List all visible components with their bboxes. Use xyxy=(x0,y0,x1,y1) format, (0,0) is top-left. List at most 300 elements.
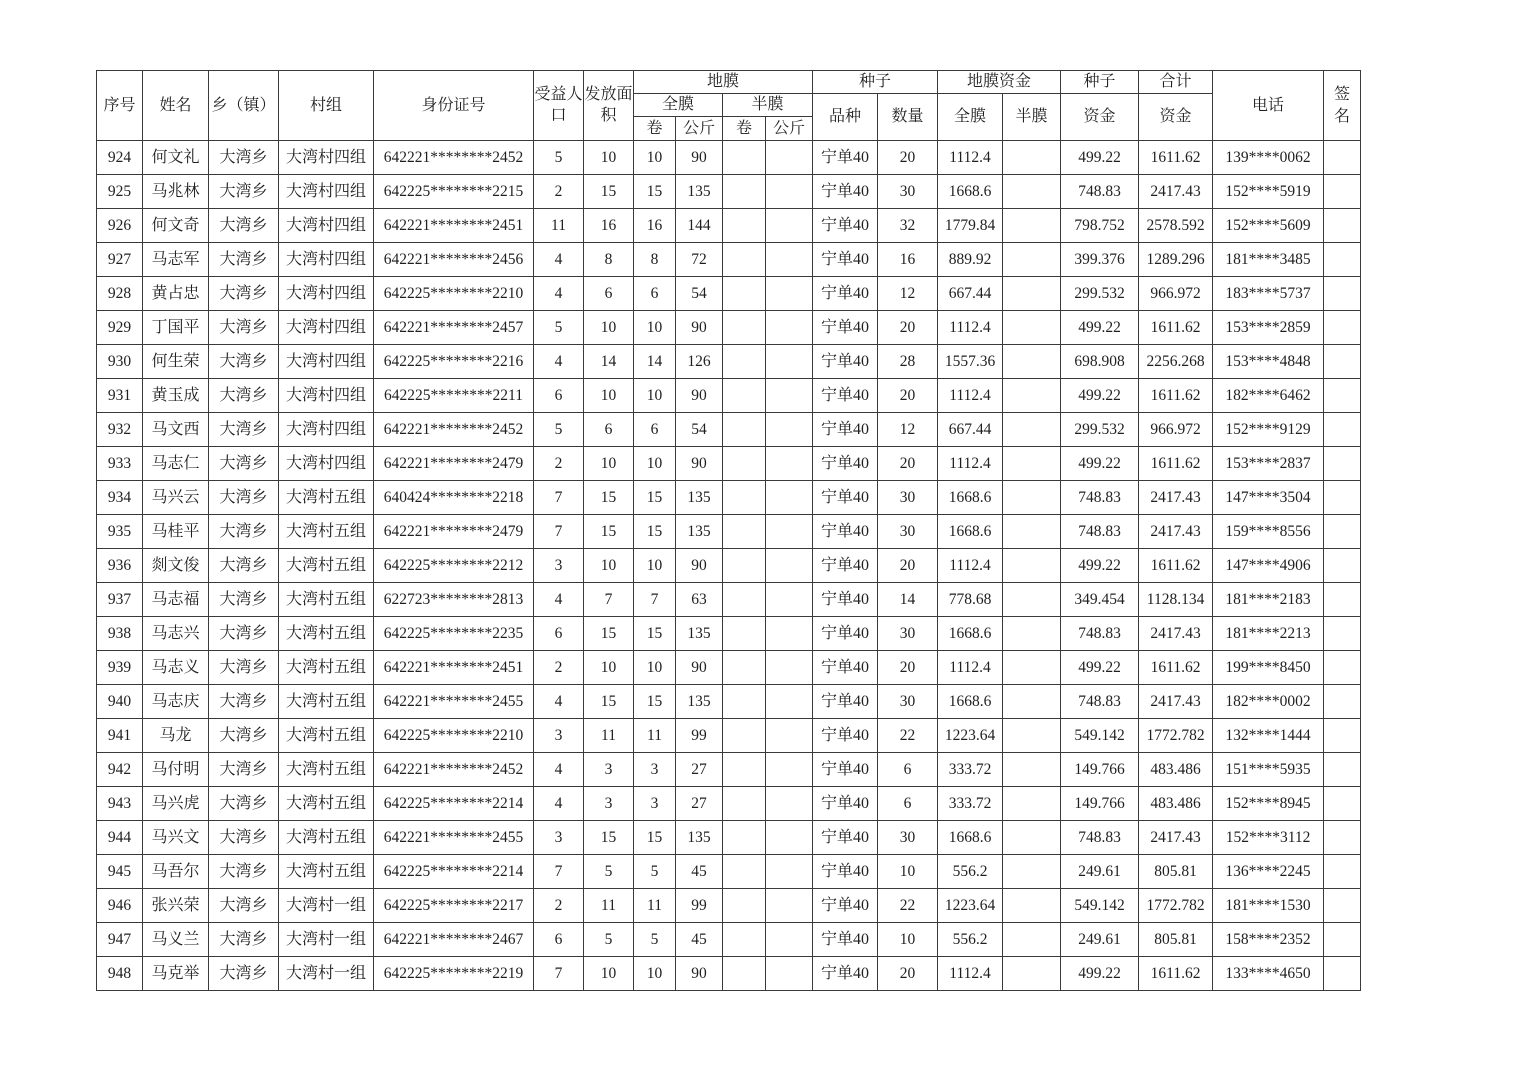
cell-fund-seed: 549.142 xyxy=(1061,719,1139,753)
cell-name: 马志兴 xyxy=(143,617,209,651)
cell-signature xyxy=(1324,141,1361,175)
table-header xyxy=(97,71,1361,141)
cell-phone: 152****9129 xyxy=(1213,413,1324,447)
cell-fund-full-film: 556.2 xyxy=(938,923,1003,957)
cell-fund-half-film xyxy=(1003,379,1061,413)
cell-village: 大湾村五组 xyxy=(279,821,374,855)
cell-id-number: 642221********2479 xyxy=(374,515,534,549)
subsidy-distribution-table xyxy=(96,70,1361,991)
table-row xyxy=(97,175,1361,209)
cell-half-film-rolls xyxy=(723,277,766,311)
cell-half-film-kg xyxy=(766,821,813,855)
cell-fund-half-film xyxy=(1003,209,1061,243)
cell-township: 大湾乡 xyxy=(209,243,279,277)
cell-village: 大湾村五组 xyxy=(279,753,374,787)
cell-township: 大湾乡 xyxy=(209,481,279,515)
cell-fund-half-film xyxy=(1003,277,1061,311)
cell-fund-half-film xyxy=(1003,787,1061,821)
cell-full-film-kg: 63 xyxy=(676,583,723,617)
cell-name: 黄玉成 xyxy=(143,379,209,413)
cell-half-film-kg xyxy=(766,651,813,685)
cell-seed-variety: 宁单40 xyxy=(813,889,878,923)
cell-id-number: 642221********2452 xyxy=(374,141,534,175)
cell-id-number: 642225********2216 xyxy=(374,345,534,379)
cell-name: 马兴虎 xyxy=(143,787,209,821)
cell-id-number: 642221********2467 xyxy=(374,923,534,957)
col-header-township: 乡（镇） xyxy=(209,71,279,141)
col-header-seed-fund-top: 种子 xyxy=(1061,71,1139,94)
cell-phone: 181****1530 xyxy=(1213,889,1324,923)
col-header-full-film-kg: 公斤 xyxy=(676,117,723,141)
col-header-phone: 电话 xyxy=(1213,71,1324,141)
cell-id-number: 642225********2235 xyxy=(374,617,534,651)
cell-seed-variety: 宁单40 xyxy=(813,175,878,209)
cell-full-film-rolls: 10 xyxy=(634,957,676,991)
table-row xyxy=(97,617,1361,651)
cell-full-film-rolls: 3 xyxy=(634,787,676,821)
cell-fund-seed: 499.22 xyxy=(1061,957,1139,991)
cell-no: 942 xyxy=(97,753,143,787)
cell-area: 15 xyxy=(584,821,634,855)
table-row xyxy=(97,447,1361,481)
cell-beneficiaries: 4 xyxy=(534,583,584,617)
cell-village: 大湾村四组 xyxy=(279,209,374,243)
cell-name: 马付明 xyxy=(143,753,209,787)
col-header-distribution-area: 发放面积 xyxy=(584,71,634,141)
cell-half-film-kg xyxy=(766,583,813,617)
cell-seed-quantity: 30 xyxy=(878,515,938,549)
cell-full-film-kg: 54 xyxy=(676,277,723,311)
table-row xyxy=(97,243,1361,277)
cell-no: 926 xyxy=(97,209,143,243)
cell-beneficiaries: 7 xyxy=(534,855,584,889)
cell-full-film-kg: 54 xyxy=(676,413,723,447)
col-header-half-film: 半膜 xyxy=(723,94,813,117)
cell-signature xyxy=(1324,855,1361,889)
cell-village: 大湾村四组 xyxy=(279,447,374,481)
cell-seed-quantity: 14 xyxy=(878,583,938,617)
cell-signature xyxy=(1324,447,1361,481)
cell-fund-seed: 698.908 xyxy=(1061,345,1139,379)
cell-seed-variety: 宁单40 xyxy=(813,481,878,515)
cell-fund-full-film: 1112.4 xyxy=(938,141,1003,175)
cell-no: 929 xyxy=(97,311,143,345)
table-row xyxy=(97,719,1361,753)
cell-phone: 151****5935 xyxy=(1213,753,1324,787)
cell-phone: 152****8945 xyxy=(1213,787,1324,821)
cell-signature xyxy=(1324,311,1361,345)
cell-fund-half-film xyxy=(1003,549,1061,583)
cell-half-film-rolls xyxy=(723,651,766,685)
cell-full-film-rolls: 10 xyxy=(634,651,676,685)
cell-full-film-rolls: 15 xyxy=(634,481,676,515)
cell-township: 大湾乡 xyxy=(209,175,279,209)
cell-phone: 181****3485 xyxy=(1213,243,1324,277)
cell-township: 大湾乡 xyxy=(209,379,279,413)
cell-seed-variety: 宁单40 xyxy=(813,379,878,413)
cell-township: 大湾乡 xyxy=(209,209,279,243)
cell-no: 938 xyxy=(97,617,143,651)
col-header-film-fund-group: 地膜资金 xyxy=(938,71,1061,94)
cell-id-number: 642221********2452 xyxy=(374,753,534,787)
cell-fund-full-film: 1779.84 xyxy=(938,209,1003,243)
cell-township: 大湾乡 xyxy=(209,447,279,481)
cell-fund-seed: 149.766 xyxy=(1061,787,1139,821)
cell-township: 大湾乡 xyxy=(209,821,279,855)
cell-phone: 182****0002 xyxy=(1213,685,1324,719)
cell-fund-half-film xyxy=(1003,923,1061,957)
cell-full-film-rolls: 10 xyxy=(634,447,676,481)
cell-seed-variety: 宁单40 xyxy=(813,957,878,991)
cell-area: 7 xyxy=(584,583,634,617)
cell-fund-half-film xyxy=(1003,481,1061,515)
col-header-plastic-film-group: 地膜 xyxy=(634,71,813,94)
cell-fund-seed: 299.532 xyxy=(1061,277,1139,311)
cell-no: 946 xyxy=(97,889,143,923)
cell-seed-quantity: 20 xyxy=(878,447,938,481)
cell-township: 大湾乡 xyxy=(209,889,279,923)
cell-village: 大湾村五组 xyxy=(279,549,374,583)
table-row xyxy=(97,379,1361,413)
cell-seed-variety: 宁单40 xyxy=(813,821,878,855)
cell-full-film-kg: 126 xyxy=(676,345,723,379)
col-header-seed-variety: 品种 xyxy=(813,94,878,141)
cell-seed-variety: 宁单40 xyxy=(813,583,878,617)
cell-name: 马克举 xyxy=(143,957,209,991)
cell-village: 大湾村四组 xyxy=(279,141,374,175)
cell-village: 大湾村四组 xyxy=(279,379,374,413)
cell-phone: 199****8450 xyxy=(1213,651,1324,685)
cell-village: 大湾村四组 xyxy=(279,311,374,345)
cell-full-film-kg: 90 xyxy=(676,379,723,413)
cell-seed-quantity: 30 xyxy=(878,617,938,651)
cell-full-film-rolls: 11 xyxy=(634,719,676,753)
cell-fund-seed: 249.61 xyxy=(1061,855,1139,889)
cell-fund-total: 1289.296 xyxy=(1139,243,1213,277)
cell-phone: 147****3504 xyxy=(1213,481,1324,515)
cell-seed-variety: 宁单40 xyxy=(813,923,878,957)
cell-village: 大湾村五组 xyxy=(279,719,374,753)
cell-fund-full-film: 1668.6 xyxy=(938,821,1003,855)
cell-phone: 153****2837 xyxy=(1213,447,1324,481)
cell-id-number: 642225********2210 xyxy=(374,719,534,753)
cell-area: 11 xyxy=(584,719,634,753)
cell-seed-variety: 宁单40 xyxy=(813,685,878,719)
col-header-seed-quantity: 数量 xyxy=(878,94,938,141)
cell-signature xyxy=(1324,345,1361,379)
cell-fund-total: 805.81 xyxy=(1139,855,1213,889)
cell-no: 948 xyxy=(97,957,143,991)
cell-fund-total: 483.486 xyxy=(1139,787,1213,821)
cell-seed-variety: 宁单40 xyxy=(813,141,878,175)
cell-id-number: 642225********2214 xyxy=(374,787,534,821)
cell-no: 945 xyxy=(97,855,143,889)
cell-name: 马志军 xyxy=(143,243,209,277)
cell-full-film-rolls: 10 xyxy=(634,379,676,413)
cell-signature xyxy=(1324,753,1361,787)
cell-half-film-kg xyxy=(766,311,813,345)
cell-fund-half-film xyxy=(1003,821,1061,855)
cell-full-film-rolls: 11 xyxy=(634,889,676,923)
cell-area: 10 xyxy=(584,651,634,685)
cell-fund-half-film xyxy=(1003,583,1061,617)
cell-fund-half-film xyxy=(1003,651,1061,685)
cell-phone: 159****8556 xyxy=(1213,515,1324,549)
table-row xyxy=(97,889,1361,923)
cell-beneficiaries: 3 xyxy=(534,719,584,753)
cell-beneficiaries: 11 xyxy=(534,209,584,243)
cell-township: 大湾乡 xyxy=(209,651,279,685)
cell-name: 何文礼 xyxy=(143,141,209,175)
cell-village: 大湾村四组 xyxy=(279,413,374,447)
cell-signature xyxy=(1324,243,1361,277)
cell-beneficiaries: 5 xyxy=(534,413,584,447)
cell-no: 943 xyxy=(97,787,143,821)
cell-fund-total: 2417.43 xyxy=(1139,685,1213,719)
cell-full-film-rolls: 3 xyxy=(634,753,676,787)
cell-fund-half-film xyxy=(1003,685,1061,719)
cell-half-film-rolls xyxy=(723,787,766,821)
cell-half-film-kg xyxy=(766,209,813,243)
col-header-id-number: 身份证号 xyxy=(374,71,534,141)
cell-name: 剡文俊 xyxy=(143,549,209,583)
cell-full-film-rolls: 5 xyxy=(634,855,676,889)
cell-full-film-kg: 27 xyxy=(676,753,723,787)
cell-half-film-rolls xyxy=(723,923,766,957)
cell-full-film-kg: 90 xyxy=(676,141,723,175)
cell-seed-quantity: 30 xyxy=(878,685,938,719)
cell-seed-quantity: 20 xyxy=(878,549,938,583)
cell-fund-full-film: 1112.4 xyxy=(938,651,1003,685)
cell-half-film-kg xyxy=(766,481,813,515)
cell-id-number: 642221********2456 xyxy=(374,243,534,277)
cell-village: 大湾村一组 xyxy=(279,957,374,991)
cell-full-film-kg: 99 xyxy=(676,889,723,923)
cell-signature xyxy=(1324,481,1361,515)
cell-fund-total: 1611.62 xyxy=(1139,379,1213,413)
cell-no: 933 xyxy=(97,447,143,481)
cell-id-number: 642221********2452 xyxy=(374,413,534,447)
cell-fund-full-film: 1668.6 xyxy=(938,175,1003,209)
cell-half-film-kg xyxy=(766,719,813,753)
cell-fund-seed: 798.752 xyxy=(1061,209,1139,243)
cell-fund-half-film xyxy=(1003,753,1061,787)
cell-half-film-rolls xyxy=(723,413,766,447)
cell-full-film-rolls: 5 xyxy=(634,923,676,957)
cell-village: 大湾村四组 xyxy=(279,243,374,277)
cell-beneficiaries: 6 xyxy=(534,617,584,651)
cell-fund-half-film xyxy=(1003,345,1061,379)
cell-full-film-kg: 45 xyxy=(676,923,723,957)
cell-signature xyxy=(1324,923,1361,957)
cell-no: 941 xyxy=(97,719,143,753)
col-header-full-film: 全膜 xyxy=(634,94,723,117)
cell-half-film-rolls xyxy=(723,481,766,515)
cell-fund-total: 966.972 xyxy=(1139,413,1213,447)
cell-village: 大湾村四组 xyxy=(279,175,374,209)
cell-full-film-rolls: 10 xyxy=(634,549,676,583)
cell-area: 10 xyxy=(584,311,634,345)
cell-area: 16 xyxy=(584,209,634,243)
cell-full-film-rolls: 10 xyxy=(634,311,676,345)
col-header-serial-no: 序号 xyxy=(97,71,143,141)
cell-full-film-kg: 90 xyxy=(676,651,723,685)
cell-no: 944 xyxy=(97,821,143,855)
cell-fund-seed: 499.22 xyxy=(1061,549,1139,583)
cell-no: 930 xyxy=(97,345,143,379)
cell-full-film-kg: 135 xyxy=(676,821,723,855)
cell-area: 3 xyxy=(584,753,634,787)
cell-id-number: 642225********2217 xyxy=(374,889,534,923)
cell-village: 大湾村一组 xyxy=(279,889,374,923)
cell-seed-variety: 宁单40 xyxy=(813,277,878,311)
cell-phone: 181****2213 xyxy=(1213,617,1324,651)
cell-phone: 132****1444 xyxy=(1213,719,1324,753)
cell-village: 大湾村五组 xyxy=(279,481,374,515)
cell-township: 大湾乡 xyxy=(209,753,279,787)
cell-seed-quantity: 30 xyxy=(878,175,938,209)
col-header-half-film-rolls: 卷 xyxy=(723,117,766,141)
cell-half-film-kg xyxy=(766,345,813,379)
cell-fund-full-film: 1557.36 xyxy=(938,345,1003,379)
cell-fund-seed: 499.22 xyxy=(1061,651,1139,685)
cell-signature xyxy=(1324,209,1361,243)
cell-seed-variety: 宁单40 xyxy=(813,413,878,447)
cell-half-film-rolls xyxy=(723,685,766,719)
cell-id-number: 642225********2214 xyxy=(374,855,534,889)
cell-beneficiaries: 4 xyxy=(534,243,584,277)
cell-fund-full-film: 889.92 xyxy=(938,243,1003,277)
cell-phone: 153****4848 xyxy=(1213,345,1324,379)
table-row xyxy=(97,957,1361,991)
cell-half-film-rolls xyxy=(723,957,766,991)
table-row xyxy=(97,311,1361,345)
cell-phone: 152****3112 xyxy=(1213,821,1324,855)
cell-village: 大湾村一组 xyxy=(279,923,374,957)
cell-fund-full-film: 778.68 xyxy=(938,583,1003,617)
cell-fund-full-film: 1668.6 xyxy=(938,481,1003,515)
cell-half-film-kg xyxy=(766,685,813,719)
cell-seed-quantity: 20 xyxy=(878,311,938,345)
cell-fund-half-film xyxy=(1003,889,1061,923)
cell-id-number: 642221********2455 xyxy=(374,685,534,719)
table-body xyxy=(97,141,1361,991)
cell-fund-seed: 499.22 xyxy=(1061,379,1139,413)
cell-no: 939 xyxy=(97,651,143,685)
cell-fund-total: 483.486 xyxy=(1139,753,1213,787)
table-row xyxy=(97,277,1361,311)
cell-no: 925 xyxy=(97,175,143,209)
cell-no: 932 xyxy=(97,413,143,447)
col-header-full-film-rolls: 卷 xyxy=(634,117,676,141)
cell-fund-full-film: 1668.6 xyxy=(938,617,1003,651)
cell-fund-seed: 349.454 xyxy=(1061,583,1139,617)
cell-id-number: 642221********2451 xyxy=(374,651,534,685)
table-row xyxy=(97,821,1361,855)
cell-township: 大湾乡 xyxy=(209,923,279,957)
cell-fund-full-film: 1668.6 xyxy=(938,685,1003,719)
cell-full-film-kg: 90 xyxy=(676,447,723,481)
cell-seed-quantity: 16 xyxy=(878,243,938,277)
cell-seed-quantity: 30 xyxy=(878,821,938,855)
cell-full-film-rolls: 15 xyxy=(634,515,676,549)
cell-township: 大湾乡 xyxy=(209,583,279,617)
cell-beneficiaries: 6 xyxy=(534,379,584,413)
cell-beneficiaries: 7 xyxy=(534,515,584,549)
cell-full-film-kg: 135 xyxy=(676,175,723,209)
cell-signature xyxy=(1324,515,1361,549)
cell-half-film-kg xyxy=(766,855,813,889)
cell-name: 马志福 xyxy=(143,583,209,617)
cell-signature xyxy=(1324,685,1361,719)
cell-no: 937 xyxy=(97,583,143,617)
cell-township: 大湾乡 xyxy=(209,345,279,379)
table-row xyxy=(97,583,1361,617)
cell-full-film-rolls: 16 xyxy=(634,209,676,243)
cell-name: 丁国平 xyxy=(143,311,209,345)
cell-fund-full-film: 1112.4 xyxy=(938,447,1003,481)
cell-beneficiaries: 5 xyxy=(534,311,584,345)
cell-name: 张兴荣 xyxy=(143,889,209,923)
table-row xyxy=(97,549,1361,583)
cell-fund-seed: 249.61 xyxy=(1061,923,1139,957)
cell-signature xyxy=(1324,651,1361,685)
cell-full-film-rolls: 14 xyxy=(634,345,676,379)
cell-name: 马志庆 xyxy=(143,685,209,719)
cell-beneficiaries: 7 xyxy=(534,481,584,515)
cell-fund-seed: 299.532 xyxy=(1061,413,1139,447)
cell-fund-total: 1611.62 xyxy=(1139,957,1213,991)
cell-beneficiaries: 2 xyxy=(534,175,584,209)
cell-township: 大湾乡 xyxy=(209,277,279,311)
cell-full-film-kg: 135 xyxy=(676,481,723,515)
cell-fund-total: 2417.43 xyxy=(1139,617,1213,651)
table-row xyxy=(97,515,1361,549)
cell-signature xyxy=(1324,379,1361,413)
cell-half-film-rolls xyxy=(723,447,766,481)
cell-full-film-rolls: 15 xyxy=(634,821,676,855)
cell-beneficiaries: 2 xyxy=(534,889,584,923)
table-row xyxy=(97,481,1361,515)
cell-phone: 136****2245 xyxy=(1213,855,1324,889)
col-header-beneficiary-population: 受益人口 xyxy=(534,71,584,141)
cell-seed-quantity: 22 xyxy=(878,889,938,923)
col-header-fund-full-film: 全膜 xyxy=(938,94,1003,141)
table-row xyxy=(97,685,1361,719)
cell-area: 15 xyxy=(584,515,634,549)
cell-half-film-rolls xyxy=(723,855,766,889)
cell-seed-variety: 宁单40 xyxy=(813,447,878,481)
cell-full-film-kg: 135 xyxy=(676,685,723,719)
cell-township: 大湾乡 xyxy=(209,413,279,447)
table-row xyxy=(97,753,1361,787)
cell-fund-half-film xyxy=(1003,141,1061,175)
cell-fund-full-film: 1112.4 xyxy=(938,957,1003,991)
cell-seed-variety: 宁单40 xyxy=(813,719,878,753)
cell-fund-full-film: 1668.6 xyxy=(938,515,1003,549)
cell-seed-variety: 宁单40 xyxy=(813,855,878,889)
cell-id-number: 642225********2210 xyxy=(374,277,534,311)
cell-fund-total: 805.81 xyxy=(1139,923,1213,957)
cell-township: 大湾乡 xyxy=(209,685,279,719)
cell-full-film-kg: 45 xyxy=(676,855,723,889)
cell-seed-variety: 宁单40 xyxy=(813,787,878,821)
cell-area: 15 xyxy=(584,481,634,515)
table-row xyxy=(97,345,1361,379)
cell-full-film-rolls: 7 xyxy=(634,583,676,617)
cell-no: 924 xyxy=(97,141,143,175)
cell-phone: 139****0062 xyxy=(1213,141,1324,175)
